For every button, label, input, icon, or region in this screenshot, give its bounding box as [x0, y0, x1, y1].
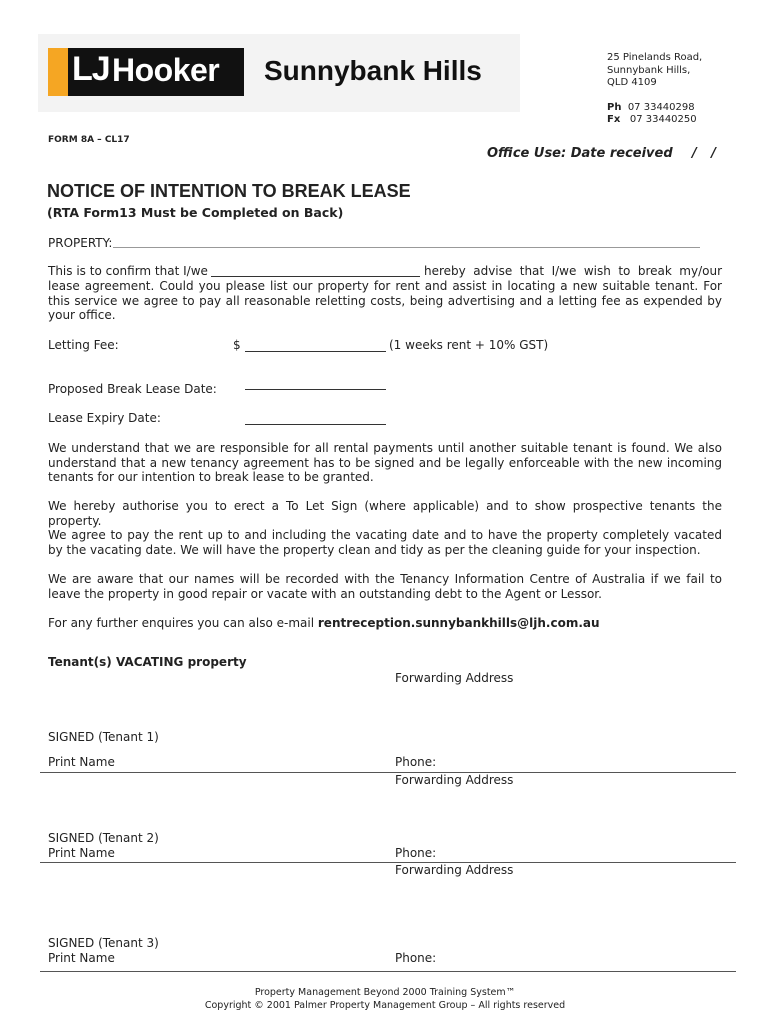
property-field[interactable] — [113, 247, 700, 248]
footer-line-1: Property Management Beyond 2000 Training System™ — [254, 987, 516, 998]
responsibility-paragraph: We understand that we are responsible for all rental payments until another suitable tenant is found. We also understand that a new tenancy agreement has to be signed and be legally enforceable with the new incoming tenants for our intention to break lease to be granted. — [48, 441, 722, 485]
tica-paragraph: We are aware that our names will be recorded with the Tenancy Information Centre of Australia if we fail to leave the property in good repair or vacate with an outstanding debt to the Agent or Lessor. — [48, 572, 722, 601]
forwarding-address-label-2: Forwarding Address — [395, 773, 514, 787]
office-fax: 07 33440250 — [629, 114, 697, 125]
letting-fee-field[interactable] — [245, 351, 386, 352]
address-line: QLD 4109 — [607, 77, 657, 88]
phone-label-3: Phone: — [395, 951, 437, 965]
phone-label-2: Phone: — [395, 846, 437, 860]
address-line: Sunnybank Hills, — [607, 64, 691, 76]
office-name: Sunnybank Hills — [264, 55, 482, 86]
footer — [0, 986, 770, 1012]
print-name-label-3: Print Name — [48, 951, 115, 965]
letting-fee-label: Letting Fee: — [48, 338, 119, 352]
enquiry-email-link[interactable]: rentreception.sunnybankhills@ljh.com.au — [317, 616, 600, 630]
divider — [40, 971, 736, 972]
break-date-label: Proposed Break Lease Date: — [48, 382, 217, 396]
property-label: PROPERTY: — [48, 236, 113, 250]
print-name-label-2: Print Name — [48, 846, 115, 860]
logo-brand-text: Hooker — [112, 52, 220, 88]
forwarding-address-label-3: Forwarding Address — [395, 863, 514, 877]
divider — [40, 772, 736, 773]
logo-accent-bar — [48, 48, 68, 96]
address-line: 25 Pinelands Road, — [607, 52, 703, 63]
confirm-suffix: hereby advise that I/we wish to break my/our — [424, 264, 722, 278]
expiry-date-field[interactable] — [245, 424, 386, 425]
divider — [40, 862, 736, 863]
form-code: FORM 8A – CL17 — [48, 135, 130, 145]
forwarding-address-label-1: Forwarding Address — [395, 671, 514, 685]
office-use-label: Office Use: Date received — [487, 146, 673, 161]
office-address — [607, 52, 702, 127]
tenant-names-field[interactable] — [211, 276, 420, 277]
rent-agreement-paragraph: We agree to pay the rent up to and including the vacating date and to have the property completely vacated by the vacating date. We will have the property clean and tidy as per the cleaning guide for your inspection. — [48, 528, 722, 557]
expiry-date-label: Lease Expiry Date: — [48, 411, 161, 425]
tenants-heading: Tenant(s) VACATING property — [48, 655, 247, 669]
signed-tenant-1: SIGNED (Tenant 1) — [48, 730, 159, 744]
signed-tenant-3: SIGNED (Tenant 3) — [48, 936, 159, 950]
phone-row — [607, 102, 702, 115]
currency-symbol: $ — [233, 338, 241, 352]
enquiry-line — [48, 616, 722, 631]
office-use-date-slashes: / / — [692, 146, 717, 161]
confirm-paragraph: lease agreement. Could you please list our property for rent and assist in locating a new suitable tenant. For this service we agree to pay all reasonable reletting costs, being advertising and a letting fee as expended by your office. — [48, 279, 722, 323]
sign-authorisation-paragraph: We hereby authorise you to erect a To Let Sign (where applicable) and to show prospective tenants the property. — [48, 499, 722, 528]
print-name-label-1: Print Name — [48, 755, 115, 769]
fax-row — [607, 114, 702, 127]
page-subtitle: (RTA Form13 Must be Completed on Back) — [47, 205, 344, 220]
logo-lj-text: LJ — [72, 50, 110, 88]
enquiry-prefix: For any further enquires you can also e-mail — [48, 616, 315, 630]
office-phone: 07 33440298 — [627, 101, 695, 113]
footer-copyright: Copyright © 2001 Palmer Property Management Group – All rights reserved — [204, 1000, 566, 1011]
letting-fee-note: (1 weeks rent + 10% GST) — [389, 338, 549, 352]
fax-label: Fx — [607, 114, 621, 125]
phone-label-1: Phone: — [395, 755, 437, 769]
break-date-field[interactable] — [245, 389, 386, 390]
signed-tenant-2: SIGNED (Tenant 2) — [48, 831, 159, 845]
confirm-prefix: This is to confirm that I/we — [48, 264, 208, 278]
page-title: NOTICE OF INTENTION TO BREAK LEASE — [47, 181, 411, 201]
phone-label: Ph — [607, 101, 622, 113]
